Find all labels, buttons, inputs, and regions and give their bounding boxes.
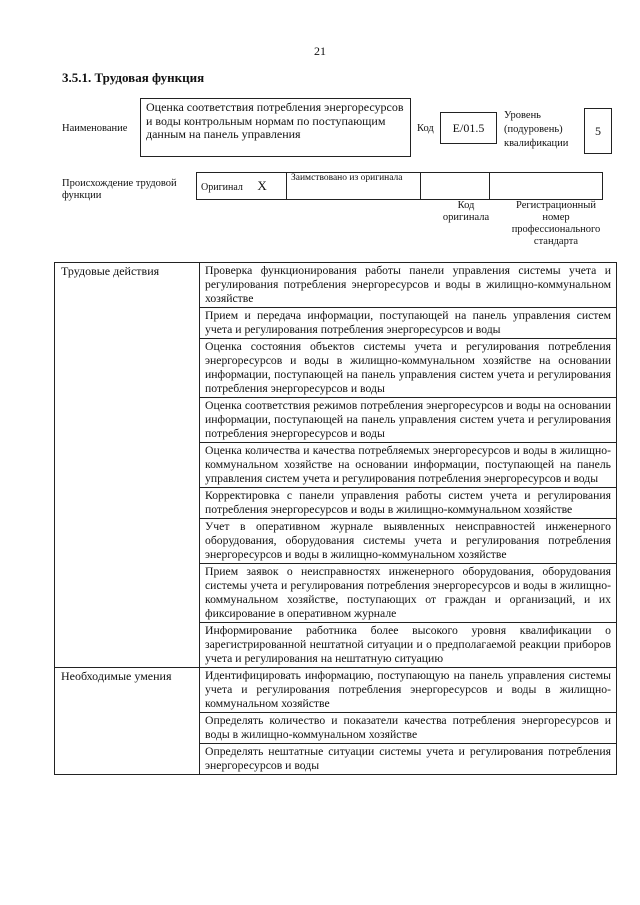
registration-caption: Регистрационный номер профессионального стандарта	[511, 200, 601, 247]
skill-item: Определять количество и показатели качества потребления энергоресурсов и воды в жилищно-коммунальном хозяйстве	[200, 713, 617, 744]
table-row	[55, 668, 617, 713]
page-number: 21	[314, 44, 326, 58]
code-label: Код	[417, 123, 434, 134]
labor-action: Оценка количества и качества потребляемых энергоресурсов и воды в жилищно-коммунальном хозяйстве на основании информации, поступающей на панель управления систем учета и регулирования потребления энергоресурсов и воды	[200, 443, 617, 488]
registration-number-cell	[490, 173, 603, 200]
table-row	[55, 519, 617, 564]
original-code-cell	[421, 173, 490, 200]
name-label: Наименование	[62, 123, 128, 134]
labor-action: Информирование работника более высокого уровня квалификации о зарегистрированной нештатной ситуации и о предполагаемой реакции приборов учета и регулирования на нештатную ситуацию	[200, 623, 617, 668]
labor-action: Прием заявок о неисправностях инженерного оборудования, оборудования системы учета и регулирования потребления энергоресурсов и воды в жилищно-коммунальном хозяйстве, поступающих от граждан и организаций, и их фиксирование в оперативном журнале	[200, 564, 617, 623]
table-row	[55, 263, 617, 308]
table-row	[55, 339, 617, 398]
table-row	[55, 488, 617, 519]
borrowed-label: Заимствовано из оригинала	[287, 173, 421, 200]
labor-function-table	[54, 262, 617, 775]
table-row	[55, 744, 617, 775]
skills-label: Необходимые умения	[55, 668, 200, 713]
skill-item: Определять нештатные ситуации системы учета и регулирования потребления энергоресурсов и воды	[200, 744, 617, 775]
origin-table	[196, 172, 603, 200]
labor-action: Учет в оперативном журнале выявленных неисправностей инженерного оборудования, оборудования системы учета и регулирования потребления энергоресурсов и воды в жилищно-коммунальном хозяйстве	[200, 519, 617, 564]
origin-label: Происхождение трудовой функции	[62, 178, 177, 201]
function-name-box: Оценка соответствия потребления энергоресурсов и воды контрольным нормам по поступающим данным на панель управления	[140, 98, 411, 157]
level-label: Уровень (подуровень) квалификации	[504, 110, 569, 149]
table-row	[55, 308, 617, 339]
labor-action: Оценка соответствия режимов потребления энергоресурсов и воды на основании информации, поступающей на панель управления систем учета и регулирования потребления энергоресурсов и воды	[200, 398, 617, 443]
code-value-box: E/01.5	[440, 112, 497, 144]
table-row	[55, 713, 617, 744]
level-value-box: 5	[584, 108, 612, 154]
table-row	[55, 443, 617, 488]
table-row	[55, 398, 617, 443]
section-title: 3.5.1. Трудовая функция	[62, 70, 205, 85]
labor-action: Прием и передача информации, поступающей на панель управления систем учета и регулирования потребления энергоресурсов и воды	[200, 308, 617, 339]
labor-action: Оценка состояния объектов системы учета и регулирования потребления энергоресурсов и воды в жилищно-коммунальном хозяйстве на основании информации, поступающей на панель управления систем учета и регулирования потребления энергоресурсов и воды	[200, 339, 617, 398]
labor-actions-label: Трудовые действия	[55, 263, 200, 308]
skill-item: Идентифицировать информацию, поступающую на панель управления системы учета и регулирования потребления энергоресурсов и воды в жилищно-коммунальном хозяйстве	[200, 668, 617, 713]
original-label: Оригинал	[201, 182, 243, 193]
original-mark: X	[257, 178, 267, 193]
table-row	[55, 564, 617, 623]
code-caption: Код оригинала	[442, 200, 490, 223]
labor-action: Корректировка с панели управления работы систем учета и регулирования потребления энергоресурсов и воды в жилищно-коммунальном хозяйстве	[200, 488, 617, 519]
labor-action: Проверка функционирования работы панели управления системы учета и регулирования потребления энергоресурсов и воды в жилищно-коммунальном хозяйстве	[200, 263, 617, 308]
table-row	[55, 623, 617, 668]
